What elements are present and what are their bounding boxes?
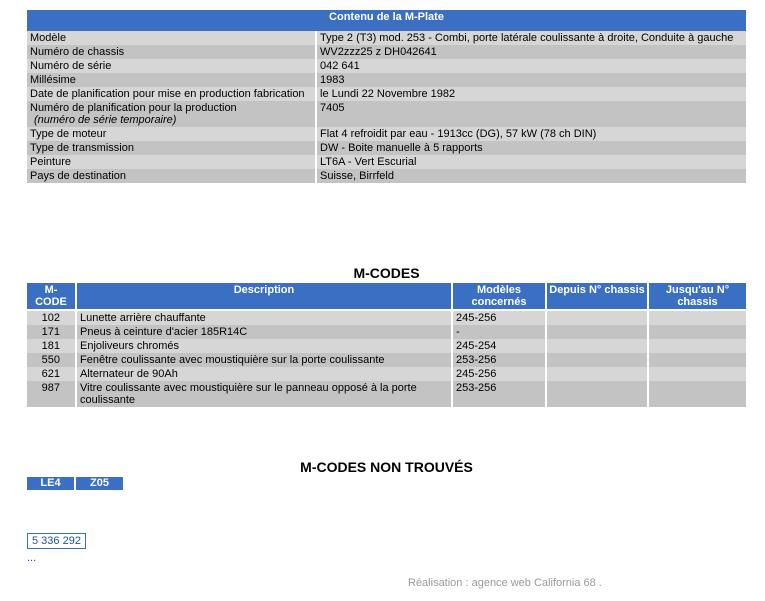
mcode-description: Enjoliveurs chromés — [77, 339, 453, 353]
mplate-row — [27, 101, 746, 127]
mcode-row — [27, 325, 746, 339]
mcodes-heading: M-CODES — [353, 265, 420, 281]
mplate-row — [27, 59, 746, 73]
mplate-label-text: Numéro de chassis — [30, 46, 125, 58]
mcode-models: 253-256 — [453, 353, 547, 367]
mcode-models: 245-254 — [453, 339, 547, 353]
not-found-codes — [27, 477, 123, 490]
mplate-label — [27, 73, 315, 87]
mcode-row — [27, 381, 746, 407]
mplate-sublabel: (numéro de série temporaire) — [34, 114, 177, 126]
mcode-row — [27, 311, 746, 325]
mcode-to-chassis — [649, 311, 746, 325]
mplate-label — [27, 141, 315, 155]
mcode-to-chassis — [649, 339, 746, 353]
mplate-value: 7405 — [315, 101, 746, 127]
mcode-code: 550 — [27, 353, 77, 367]
mcode-row — [27, 353, 746, 367]
mcode-row — [27, 339, 746, 353]
mplate-label — [27, 87, 315, 101]
mplate-label — [27, 127, 315, 141]
mplate-row — [27, 87, 746, 101]
col-to-chassis: Jusqu'au N° chassis — [649, 283, 746, 311]
mcode-from-chassis — [547, 325, 649, 339]
mcode-description: Pneus à ceinture d'acier 185R14C — [77, 325, 453, 339]
not-found-heading: M-CODES NON TROUVÉS — [300, 459, 473, 475]
mplate-label — [27, 59, 315, 73]
col-models: Modèles concernés — [453, 283, 547, 311]
mplate-label — [27, 31, 315, 45]
credit-text[interactable]: Réalisation : agence web California 68 . — [408, 577, 602, 589]
col-from-chassis: Depuis N° chassis — [547, 283, 649, 311]
ellipsis-link[interactable]: ... — [27, 552, 37, 564]
mcode-from-chassis — [547, 311, 649, 325]
mplate-row — [27, 31, 746, 45]
mcode-to-chassis — [649, 381, 746, 407]
mplate-label-text: Pays de destination — [30, 170, 127, 182]
mcode-code: 171 — [27, 325, 77, 339]
mcode-code: 102 — [27, 311, 77, 325]
mcode-description: Alternateur de 90Ah — [77, 367, 453, 381]
mplate-row — [27, 73, 746, 87]
mcode-to-chassis — [649, 367, 746, 381]
mcode-models: 245-256 — [453, 311, 547, 325]
mplate-label-text: Type de moteur — [30, 128, 107, 140]
mplate-row — [27, 141, 746, 155]
mcode-row — [27, 367, 746, 381]
mplate-label-text: Peinture — [30, 156, 71, 168]
mcode-from-chassis — [547, 381, 649, 407]
visit-counter: 5 336 292 — [27, 533, 86, 549]
mcodes-table — [27, 283, 746, 407]
mcode-from-chassis — [547, 339, 649, 353]
mplate-value: Type 2 (T3) mod. 253 - Combi, porte latérale coulissante à droite, Conduite à gauche — [315, 31, 746, 45]
mplate-row — [27, 127, 746, 141]
mplate-label — [27, 155, 315, 169]
mplate-row — [27, 45, 746, 59]
mcode-from-chassis — [547, 353, 649, 367]
mcode-description: Fenêtre coulissante avec moustiquière sur la porte coulissante — [77, 353, 453, 367]
mcode-models: 245-256 — [453, 367, 547, 381]
mplate-label-text: Millésime — [30, 74, 76, 86]
mcode-to-chassis — [649, 353, 746, 367]
col-description: Description — [77, 283, 453, 311]
mplate-label-text: Numéro de planification pour la production — [30, 102, 237, 114]
mcode-models: 253-256 — [453, 381, 547, 407]
col-mcode: M-CODE — [27, 283, 77, 311]
mplate-label — [27, 169, 315, 183]
mcode-models: - — [453, 325, 547, 339]
not-found-code: Z05 — [76, 477, 123, 490]
mplate-label-text: Type de transmission — [30, 142, 134, 154]
mplate-label-text: Numéro de série — [30, 60, 112, 72]
mplate-title: Contenu de la M-Plate — [27, 10, 746, 31]
mcode-to-chassis — [649, 325, 746, 339]
mplate-value: le Lundi 22 Novembre 1982 — [315, 87, 746, 101]
mplate-row — [27, 169, 746, 183]
mcode-from-chassis — [547, 367, 649, 381]
mplate-label-text: Modèle — [30, 32, 67, 44]
mcode-description: Vitre coulissante avec moustiquière sur le panneau opposé à la porte coulissante — [77, 381, 453, 407]
mcode-description: Lunette arrière chauffante — [77, 311, 453, 325]
mplate-value: WV2zzz25 z DH042641 — [315, 45, 746, 59]
mplate-value: 042 641 — [315, 59, 746, 73]
mplate-row — [27, 155, 746, 169]
mplate-value: DW - Boite manuelle à 5 rapports — [315, 141, 746, 155]
mcode-code: 181 — [27, 339, 77, 353]
mcode-code: 987 — [27, 381, 77, 407]
mplate-value: 1983 — [315, 73, 746, 87]
mplate-value: Suisse, Birrfeld — [315, 169, 746, 183]
mplate-label — [27, 45, 315, 59]
mplate-label-text: Date de planification pour mise en production fabrication — [30, 88, 305, 100]
mcode-code: 621 — [27, 367, 77, 381]
mplate-value: Flat 4 refroidit par eau - 1913cc (DG), 57 kW (78 ch DIN) — [315, 127, 746, 141]
mplate-value: LT6A - Vert Escurial — [315, 155, 746, 169]
mplate-table — [27, 10, 746, 183]
not-found-code: LE4 — [27, 477, 74, 490]
mplate-label — [27, 101, 315, 127]
